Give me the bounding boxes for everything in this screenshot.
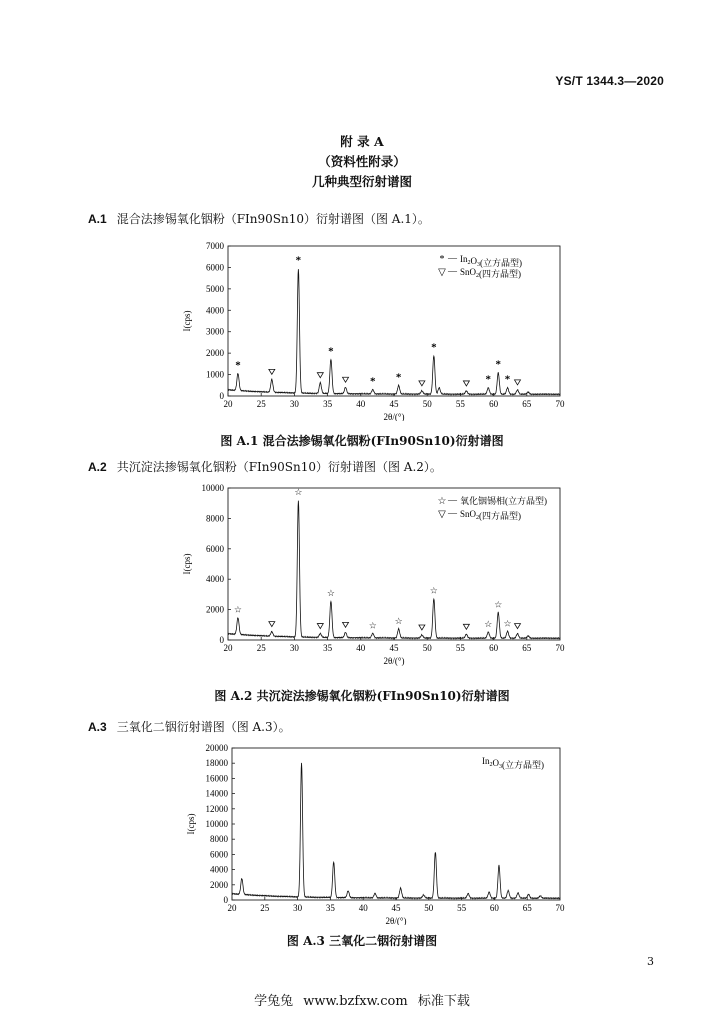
x-tick-label: 70: [555, 903, 565, 913]
legend-symbol: ▽: [438, 509, 446, 520]
y-tick-label: 2000: [210, 879, 228, 890]
peak-marker-triangle: [419, 625, 425, 630]
section-a3: [88, 718, 291, 735]
y-tick-label: 10000: [201, 483, 224, 493]
x-tick-label: 55: [455, 399, 465, 409]
peak-marker-triangle: [463, 624, 469, 629]
x-tick-label: 30: [289, 643, 299, 653]
legend-dash: —: [448, 266, 457, 276]
y-tick-label: 4000: [206, 305, 224, 316]
section-text: 共沉淀法掺锡氧化铟粉（FIn90Sn10）衍射谱图（图 A.2）。: [116, 460, 442, 474]
y-tick-label: 8000: [210, 834, 228, 845]
appendix-heading: 几种典型衍射谱图: [311, 174, 412, 189]
y-axis-label: I(cps): [186, 813, 196, 835]
peak-marker-triangle: [463, 381, 469, 386]
y-tick-label: 5000: [206, 283, 224, 294]
peak-marker-triangle: [269, 622, 275, 627]
peak-marker-star: *: [495, 358, 501, 371]
y-axis-label: I(cps): [182, 310, 192, 332]
x-tick-label: 50: [422, 643, 432, 653]
x-tick-label: 45: [389, 643, 399, 653]
x-tick-label: 65: [522, 903, 532, 913]
footer-site: 学兔兔: [254, 994, 294, 1009]
figure-caption-a2: 图 A.2 共沉淀法掺锡氧化铟粉(FIn90Sn10)衍射谱图: [214, 689, 510, 703]
appendix-title: 附 录 A: [340, 134, 384, 149]
x-tick-label: 35: [323, 643, 333, 653]
x-tick-label: 30: [293, 903, 303, 913]
x-tick-label: 70: [555, 399, 565, 409]
legend-symbol: ▽: [438, 267, 446, 278]
x-tick-label: 45: [389, 399, 399, 409]
y-tick-label: 6000: [206, 543, 224, 554]
page-number: 3: [647, 955, 654, 968]
x-tick-label: 35: [323, 399, 333, 409]
x-tick-label: 30: [289, 399, 299, 409]
peak-marker-star: *: [431, 341, 437, 354]
plot-frame: [232, 748, 560, 900]
x-tick-label: 60: [489, 643, 499, 653]
x-tick-label: 60: [489, 903, 499, 913]
peak-marker-triangle: [343, 377, 349, 382]
x-tick-label: 45: [391, 903, 401, 913]
peak-marker-triangle: [343, 622, 349, 627]
y-tick-label: 16000: [205, 773, 228, 784]
peak-marker-triangle: [269, 369, 275, 374]
peak-marker-star: ☆: [233, 604, 242, 615]
peak-marker-star: *: [485, 373, 492, 386]
legend-dash: —: [448, 253, 457, 263]
y-tick-label: 0: [223, 895, 228, 905]
legend-label: $In_2O_3$(立方晶型): [460, 254, 522, 268]
figure-caption-a1: 图 A.1 混合法掺锡氧化铟粉(FIn90Sn10)衍射谱图: [220, 434, 504, 448]
y-tick-label: 12000: [205, 803, 228, 814]
peak-marker-triangle: [515, 624, 521, 629]
x-tick-label: 25: [256, 399, 266, 409]
y-tick-label: 0: [219, 391, 224, 401]
peak-marker-star: ☆: [494, 599, 503, 610]
y-tick-label: 10000: [205, 819, 228, 829]
peak-marker-triangle: [419, 381, 425, 386]
section-number: A.3: [88, 720, 107, 734]
x-tick-label: 20: [223, 643, 233, 653]
x-axis-label: 2θ/(°): [385, 916, 407, 925]
y-tick-label: 14000: [205, 788, 228, 799]
footer-watermark: [0, 990, 724, 1009]
legend-dash: —: [448, 508, 457, 518]
y-tick-label: 6000: [206, 262, 224, 273]
y-tick-label: 4000: [210, 864, 228, 875]
section-text: 混合法掺锡氧化铟粉（FIn90Sn10）衍射谱图（图 A.1）。: [116, 212, 430, 226]
x-tick-label: 20: [227, 903, 237, 913]
y-tick-label: 20000: [205, 743, 228, 753]
y-tick-label: 8000: [206, 513, 224, 524]
y-tick-label: 0: [219, 635, 224, 645]
x-tick-label: 65: [522, 399, 532, 409]
y-tick-label: 6000: [210, 849, 228, 860]
legend-label: SnO$_2$(四方晶型): [460, 267, 522, 279]
legend-dash: —: [448, 495, 457, 505]
x-tick-label: 40: [356, 643, 366, 653]
legend-label: SnO$_2$(四方晶型): [460, 509, 522, 521]
x-tick-label: 40: [358, 903, 368, 913]
y-tick-label: 2000: [206, 604, 224, 615]
peak-marker-triangle: [317, 624, 323, 629]
x-tick-label: 65: [522, 643, 532, 653]
footer-url: www.bzfxw.com: [303, 994, 408, 1009]
peak-marker-star: ☆: [484, 619, 493, 630]
x-tick-label: 50: [422, 399, 432, 409]
peak-marker-star: *: [370, 375, 376, 388]
x-tick-label: 25: [260, 903, 270, 913]
x-axis-label: 2θ/(°): [383, 656, 405, 666]
y-tick-label: 3000: [206, 326, 224, 337]
y-tick-label: 18000: [205, 758, 228, 769]
peak-marker-star: *: [235, 359, 241, 372]
x-tick-label: 20: [223, 399, 233, 409]
y-tick-label: 1000: [206, 369, 224, 380]
figure-caption-a3: 图 A.3 三氧化二铟衍射谱图: [286, 934, 438, 948]
x-tick-label: 40: [356, 399, 366, 409]
legend-symbol: *: [439, 254, 445, 265]
legend-label: $In_2O_3$(立方晶型): [482, 756, 544, 770]
y-axis-label: I(cps): [182, 553, 192, 575]
section-number: A.1: [88, 212, 107, 226]
appendix-subtitle: （资料性附录）: [318, 154, 406, 169]
peak-marker-star: ☆: [368, 620, 377, 631]
peak-marker-star: ☆: [503, 618, 512, 629]
peak-marker-star: ☆: [326, 588, 335, 599]
chart-figure-a1: [170, 236, 570, 421]
chart-figure-a2: [170, 478, 570, 673]
peak-marker-star: ☆: [294, 487, 303, 498]
peak-marker-triangle: [515, 380, 521, 385]
peak-marker-star: *: [328, 345, 334, 358]
chart-figure-a3: [170, 740, 570, 925]
x-tick-label: 25: [256, 643, 266, 653]
section-a2: [88, 458, 442, 475]
peak-marker-triangle: [317, 373, 323, 378]
section-number: A.2: [88, 460, 107, 474]
y-tick-label: 2000: [206, 348, 224, 359]
peak-marker-star: *: [395, 371, 402, 384]
section-a1: [88, 210, 430, 227]
x-tick-label: 55: [457, 903, 467, 913]
diffraction-series: [232, 763, 560, 899]
peak-marker-star: *: [295, 254, 302, 267]
peak-marker-star: *: [504, 373, 511, 386]
y-tick-label: 4000: [206, 574, 224, 585]
standard-code: YS/T 1344.3—2020: [555, 74, 664, 88]
peak-marker-star: ☆: [429, 585, 438, 596]
x-tick-label: 50: [424, 903, 434, 913]
section-text: 三氧化二铟衍射谱图（图 A.3）。: [116, 720, 291, 734]
legend-symbol: ☆: [437, 496, 447, 507]
footer-tagline: 标准下载: [417, 994, 470, 1009]
x-tick-label: 35: [325, 903, 335, 913]
x-tick-label: 60: [489, 399, 499, 409]
x-tick-label: 55: [455, 643, 465, 653]
legend-label: 氧化铟锡相(立方晶型): [460, 496, 547, 506]
peak-marker-star: ☆: [394, 615, 403, 626]
x-axis-label: 2θ/(°): [383, 412, 405, 421]
x-tick-label: 70: [555, 643, 565, 653]
y-tick-label: 7000: [206, 241, 224, 251]
